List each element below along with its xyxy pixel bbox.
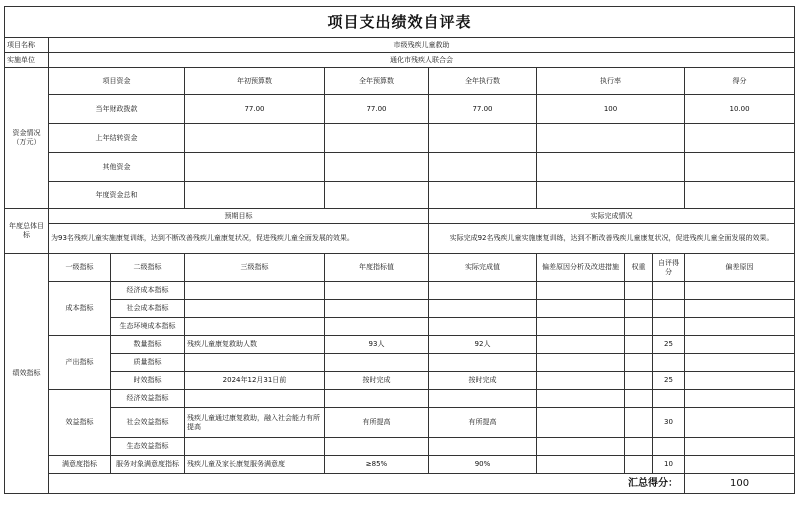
table-row <box>5 336 795 354</box>
funds-header-annual: 全年预算数 <box>325 68 429 95</box>
table-row <box>5 456 795 474</box>
funds-score-value <box>685 182 795 209</box>
funds-row <box>5 95 795 124</box>
actual-result-header: 实际完成情况 <box>429 209 795 224</box>
indicator-weight <box>625 438 653 456</box>
indicator-score: 25 <box>653 336 685 354</box>
implementing-unit-label: 实施单位 <box>5 53 49 68</box>
indicator-weight <box>625 456 653 474</box>
indicator-weight <box>625 354 653 372</box>
funds-header-executed: 全年执行数 <box>429 68 537 95</box>
indicator-analysis <box>537 282 625 300</box>
funds-header-rate: 执行率 <box>537 68 685 95</box>
funds-initial-value: 77.00 <box>185 95 325 124</box>
indicator-sub: 服务对象满意度指标 <box>111 456 185 474</box>
indicator-target: 有所提高 <box>325 408 429 438</box>
indicator-reason <box>685 408 795 438</box>
indicator-reason <box>685 336 795 354</box>
indicator-reason <box>685 282 795 300</box>
indicator-analysis <box>537 300 625 318</box>
funds-row <box>5 124 795 153</box>
indicator-name <box>185 318 325 336</box>
actual-result-text: 实际完成92名残疾儿童实施康复训练，达到不断改善残疾儿童康复状况，促进残疾儿童全面发展的效果。 <box>429 224 795 254</box>
indicator-header-reason: 偏差原因 <box>685 254 795 282</box>
indicator-sub: 社会成本指标 <box>111 300 185 318</box>
cost-indicator-label: 成本指标 <box>49 282 111 336</box>
funds-rate-value <box>537 182 685 209</box>
indicator-reason <box>685 438 795 456</box>
project-name-label: 项目名称 <box>5 38 49 53</box>
indicator-header-actual: 实际完成值 <box>429 254 537 282</box>
funds-executed-value <box>429 124 537 153</box>
indicator-target: 按时完成 <box>325 372 429 390</box>
indicator-actual <box>429 300 537 318</box>
indicator-score <box>653 438 685 456</box>
funds-annual-value <box>325 124 429 153</box>
indicator-weight <box>625 372 653 390</box>
indicator-header-analysis: 偏差原因分析及改进措施 <box>537 254 625 282</box>
funds-score-value <box>685 153 795 182</box>
page-title: 项目支出绩效自评表 <box>5 7 795 38</box>
indicator-weight <box>625 300 653 318</box>
indicator-sub: 时效指标 <box>111 372 185 390</box>
indicator-sub: 数量指标 <box>111 336 185 354</box>
funds-row <box>5 182 795 209</box>
indicator-name <box>185 300 325 318</box>
indicator-sub: 质量指标 <box>111 354 185 372</box>
table-row <box>5 438 795 456</box>
indicator-name: 残疾儿童及家长康复服务满意度 <box>185 456 325 474</box>
indicator-actual: 92人 <box>429 336 537 354</box>
indicator-weight <box>625 390 653 408</box>
indicator-header-score: 自评得分 <box>653 254 685 282</box>
expected-goal-header: 预期目标 <box>49 209 429 224</box>
indicator-analysis <box>537 372 625 390</box>
indicator-sub: 社会效益指标 <box>111 408 185 438</box>
indicator-reason <box>685 390 795 408</box>
funds-row-label: 其他资金 <box>49 153 185 182</box>
funds-initial-value <box>185 153 325 182</box>
table-row <box>5 390 795 408</box>
indicators-section-label: 绩效指标 <box>5 254 49 494</box>
funds-initial-value <box>185 182 325 209</box>
funds-annual-value <box>325 182 429 209</box>
funds-section-label: 资金情况（万元） <box>5 68 49 209</box>
indicator-reason <box>685 354 795 372</box>
indicator-name: 残疾儿童康复救助人数 <box>185 336 325 354</box>
indicator-weight <box>625 336 653 354</box>
table-row <box>5 372 795 390</box>
goals-section-label: 年度总体目标 <box>5 209 49 254</box>
funds-score-value: 10.00 <box>685 95 795 124</box>
funds-header-initial: 年初预算数 <box>185 68 325 95</box>
table-row <box>5 354 795 372</box>
indicator-score <box>653 300 685 318</box>
indicator-name <box>185 282 325 300</box>
indicator-header-level2: 二级指标 <box>111 254 185 282</box>
funds-annual-value: 77.00 <box>325 95 429 124</box>
indicator-target: ≥85% <box>325 456 429 474</box>
table-row <box>5 282 795 300</box>
performance-self-evaluation-table <box>4 6 795 494</box>
indicator-target <box>325 282 429 300</box>
indicator-analysis <box>537 438 625 456</box>
indicator-actual <box>429 282 537 300</box>
benefit-indicator-label: 效益指标 <box>49 390 111 456</box>
indicator-sub: 生态环境成本指标 <box>111 318 185 336</box>
satisfaction-indicator-label: 满意度指标 <box>49 456 111 474</box>
indicator-actual <box>429 354 537 372</box>
indicator-name: 2024年12月31日前 <box>185 372 325 390</box>
indicator-analysis <box>537 318 625 336</box>
table-row <box>5 300 795 318</box>
indicator-weight <box>625 408 653 438</box>
indicator-reason <box>685 300 795 318</box>
indicator-actual: 按时完成 <box>429 372 537 390</box>
funds-row <box>5 153 795 182</box>
indicator-header-level1: 一级指标 <box>49 254 111 282</box>
indicator-header-target: 年度指标值 <box>325 254 429 282</box>
indicator-target <box>325 354 429 372</box>
indicator-name <box>185 390 325 408</box>
indicator-target: 93人 <box>325 336 429 354</box>
indicator-sub: 生态效益指标 <box>111 438 185 456</box>
output-indicator-label: 产出指标 <box>49 336 111 390</box>
funds-executed-value <box>429 182 537 209</box>
indicator-reason <box>685 318 795 336</box>
funds-rate-value <box>537 153 685 182</box>
table-row <box>5 318 795 336</box>
indicator-reason <box>685 372 795 390</box>
funds-row-label: 上年结转资金 <box>49 124 185 153</box>
indicator-score: 25 <box>653 372 685 390</box>
indicator-name <box>185 354 325 372</box>
funds-rate-value <box>537 124 685 153</box>
indicator-header-level3: 三级指标 <box>185 254 325 282</box>
indicator-reason <box>685 456 795 474</box>
funds-initial-value <box>185 124 325 153</box>
indicator-score <box>653 390 685 408</box>
indicator-analysis <box>537 408 625 438</box>
indicator-weight <box>625 318 653 336</box>
indicator-target <box>325 318 429 336</box>
indicator-actual <box>429 390 537 408</box>
indicator-target <box>325 438 429 456</box>
table-row <box>5 408 795 438</box>
indicator-actual <box>429 318 537 336</box>
indicator-analysis <box>537 336 625 354</box>
total-score-value: 100 <box>685 474 795 494</box>
indicator-analysis <box>537 390 625 408</box>
indicator-analysis <box>537 456 625 474</box>
funds-rate-value: 100 <box>537 95 685 124</box>
indicator-score: 30 <box>653 408 685 438</box>
indicator-weight <box>625 282 653 300</box>
indicator-actual: 90% <box>429 456 537 474</box>
total-score-label: 汇总得分： <box>49 474 685 494</box>
indicator-score <box>653 282 685 300</box>
funds-annual-value <box>325 153 429 182</box>
indicator-sub: 经济成本指标 <box>111 282 185 300</box>
funds-executed-value: 77.00 <box>429 95 537 124</box>
indicator-header-weight: 权重 <box>625 254 653 282</box>
expected-goal-text: 为93名残疾儿童实施康复训练，达到不断改善残疾儿童康复状况，促进残疾儿童全面发展的效果。 <box>49 224 429 254</box>
indicator-target <box>325 300 429 318</box>
indicator-actual <box>429 438 537 456</box>
indicator-target <box>325 390 429 408</box>
indicator-score <box>653 354 685 372</box>
indicator-analysis <box>537 354 625 372</box>
indicator-sub: 经济效益指标 <box>111 390 185 408</box>
funds-executed-value <box>429 153 537 182</box>
indicator-score: 10 <box>653 456 685 474</box>
funds-row-label: 年度资金总和 <box>49 182 185 209</box>
indicator-score <box>653 318 685 336</box>
funds-header-score: 得分 <box>685 68 795 95</box>
indicator-name: 残疾儿童通过康复救助，融入社会能力有所提高 <box>185 408 325 438</box>
indicator-actual: 有所提高 <box>429 408 537 438</box>
indicator-name <box>185 438 325 456</box>
project-name-value: 市级残疾儿童救助 <box>49 38 795 53</box>
implementing-unit-value: 通化市残疾人联合会 <box>49 53 795 68</box>
funds-row-label: 当年财政拨款 <box>49 95 185 124</box>
funds-header-source: 项目资金 <box>49 68 185 95</box>
funds-score-value <box>685 124 795 153</box>
